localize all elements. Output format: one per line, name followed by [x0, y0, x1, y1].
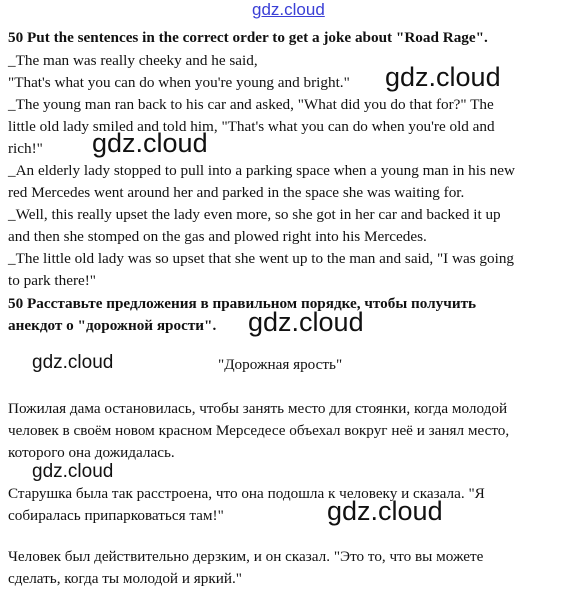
exercise-heading-ru: анекдот о "дорожной ярости". — [8, 317, 217, 334]
sentence-line: and then she stomped on the gas and plowed right into his Mercedes. — [8, 228, 427, 245]
sentence-line: _Well, this really upset the lady even more, so she got in her car and backed it up — [8, 206, 501, 223]
paragraph-line: собиралась припарковаться там!" — [8, 507, 224, 524]
watermark: gdz.cloud — [248, 307, 364, 337]
sentence-line: red Mercedes went around her and parked in the space she was waiting for. — [8, 184, 465, 201]
sentence-line: little old lady smiled and told him, "That's what you can do when you're old and — [8, 118, 495, 135]
watermark: gdz.cloud — [385, 62, 501, 92]
watermark: gdz.cloud — [327, 496, 443, 526]
sentence-line: _The man was really cheeky and he said, — [8, 52, 258, 69]
sentence-line: rich!" — [8, 140, 43, 157]
sentence-line: to park there!" — [8, 272, 97, 289]
paragraph-line: которого она дожидалась. — [8, 444, 175, 461]
watermark: gdz.cloud — [32, 352, 114, 373]
story-title: "Дорожная ярость" — [218, 356, 343, 373]
exercise-heading-ru: 50 Расставьте предложения в правильном порядке, чтобы получить — [8, 295, 477, 312]
paragraph-line: Пожилая дама остановилась, чтобы занять место для стоянки, когда молодой — [8, 400, 508, 417]
exercise-heading-en: 50 Put the sentences in the correct order to get a joke about "Road Rage". — [8, 29, 488, 46]
sentence-line: _The young man ran back to his car and asked, "What did you do that for?" The — [8, 96, 494, 113]
paragraph-line: Человек был действительно дерзким, и он сказал. "Это то, что вы можете — [8, 548, 484, 565]
paragraph-line: сделать, когда ты молодой и яркий." — [8, 570, 242, 587]
paragraph-line: Старушка была так расстроена, что она подошла к человеку и сказала. "Я — [8, 485, 485, 502]
sentence-line: _The little old lady was so upset that she went up to the man and said, "I was going — [8, 250, 515, 267]
watermark-top[interactable]: gdz.cloud — [252, 0, 325, 19]
paragraph-line: человек в своём новом красном Мерседесе объехал вокруг неё и занял место, — [8, 422, 510, 439]
sentence-line: _An elderly lady stopped to pull into a parking space when a young man in his new — [8, 162, 515, 179]
watermark: gdz.cloud — [92, 128, 208, 158]
watermark: gdz.cloud — [32, 461, 114, 482]
sentence-line: "That's what you can do when you're young and bright." — [8, 74, 350, 91]
